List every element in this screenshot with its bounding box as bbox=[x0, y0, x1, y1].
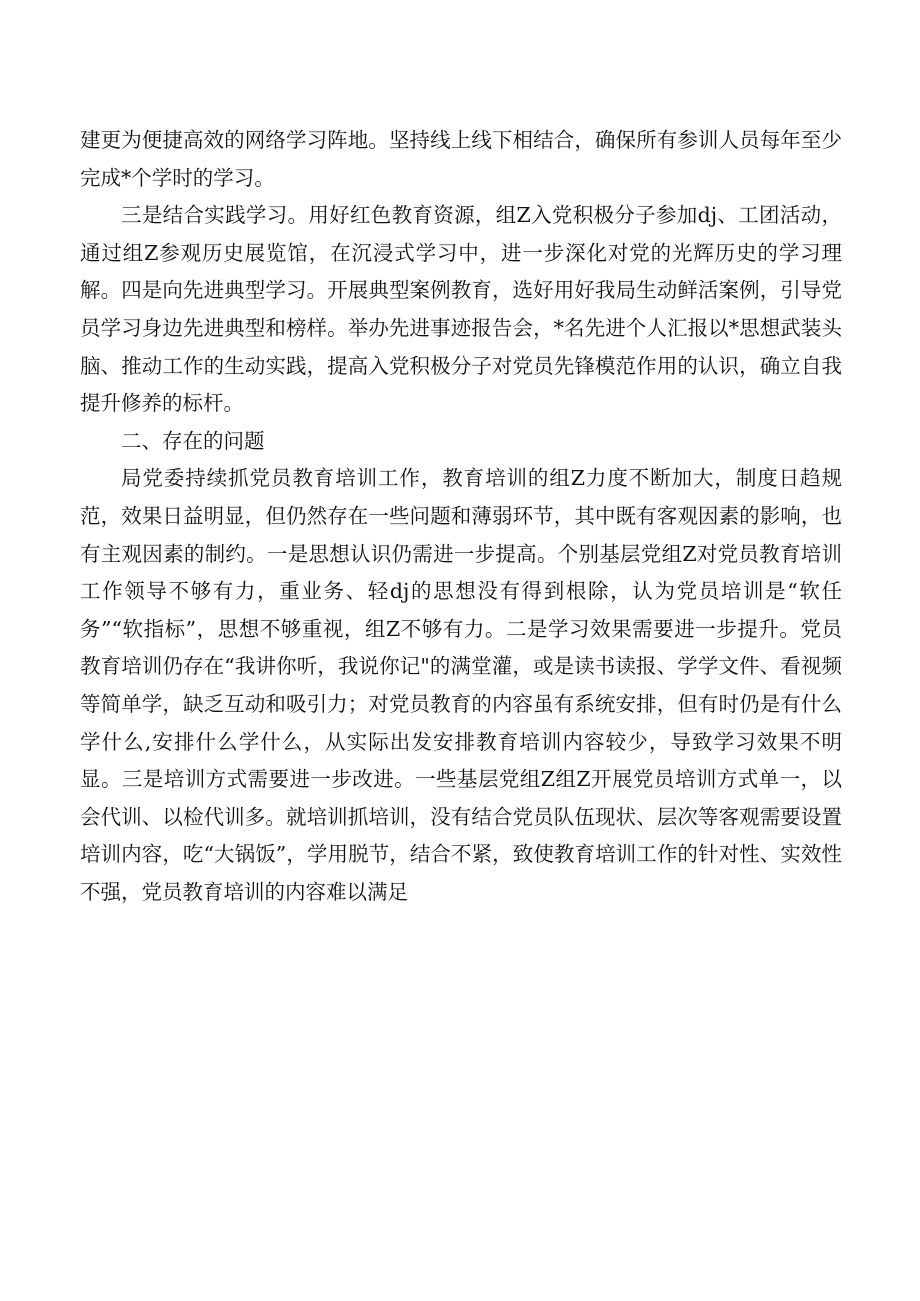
section-heading-existing-problems: 二、存在的问题 bbox=[121, 428, 265, 453]
paragraph-problems: 局党委持续抓党员教育培训工作，教育培训的组Z力度不断加大，制度日趋规范，效果日益明显，但仍然存在一些问题和薄弱环节，其中既有客观因素的影响，也有主观因素的制约。一是思想认识仍需进一步提高。个别基层党组Z对党员教育培训工作领导不够有力，重业务、轻dj的思想没有得到根除，认为党员培训是“软任务”“软指标”，思想不够重视，组Z不够有力。二是学习效果需要进一步提升。党员教育培训仍存在“我讲你听，我说你记"的满堂灌，或是读书读报、学学文件、看视频等简单学，缺乏互动和吸引力；对党员教育的内容虽有系统安排，但有时仍是有什么学什么,安排什么学什么，从实际出发安排教育培训内容较少，导致学习效果不明显。三是培训方式需要进一步改进。一些基层党组Z组Z开展党员培训方式单一，以会代训、以检代训多。就培训抓培训，没有结合党员队伍现状、层次等客观需要设置培训内容，吃“大锅饭”，学用脱节，结合不紧，致使教育培训工作的针对性、实效性不强，党员教育培训的内容难以满足 bbox=[80, 466, 842, 904]
document-body bbox=[80, 122, 842, 911]
paragraph-practice-learning: 三是结合实践学习。用好红色教育资源，组Z入党积极分子参加dj、工团活动，通过组Z参观历史展览馆，在沉浸式学习中，进一步深化对党的光辉历史的学习理解。四是向先进典型学习。开展典型案例教育，选好用好我局生动鲜活案例，引导党员学习身边先进典型和榜样。举办先进事迹报告会，*名先进个人汇报以*思想武装头脑、推动工作的生动实践，提高入党积极分子对党员先锋模范作用的认识，确立自我提升修养的标杆。 bbox=[80, 203, 842, 416]
paragraph-continuation: 建更为便捷高效的网络学习阵地。坚持线上线下相结合，确保所有参训人员每年至少完成*个学时的学习。 bbox=[80, 128, 842, 190]
